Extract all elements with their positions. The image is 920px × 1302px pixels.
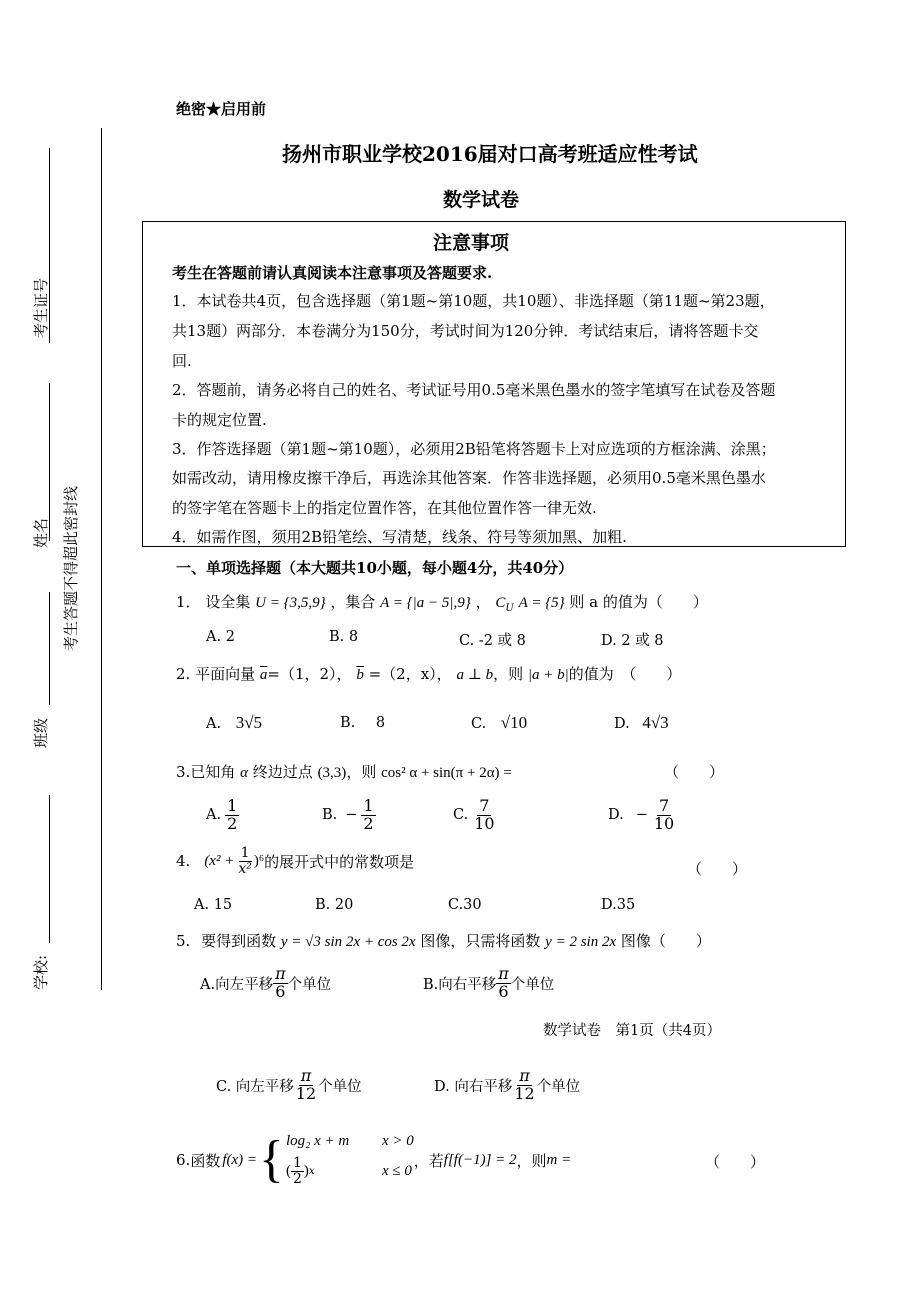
exam-id-label: 考生证号 (32, 277, 50, 338)
q3-option-a (206, 798, 239, 833)
option-unit: 个单位 (318, 1078, 362, 1095)
q1-set-u: U = {3,5,9} (255, 595, 326, 611)
option-label: D. (608, 807, 624, 824)
question-4 (176, 846, 414, 876)
q6-case-1 (286, 1133, 414, 1150)
secret-label: 绝密★启用前 (176, 100, 267, 118)
option-label: B. (322, 807, 338, 824)
q5-text: 要得到函数 (201, 932, 277, 950)
q1-option-a: A. 2 (206, 629, 235, 645)
q1-complement: C (495, 595, 506, 611)
q4-option-c: C.30 (448, 897, 482, 913)
fraction-numerator: π (498, 964, 509, 983)
option-unit: 个单位 (536, 1078, 581, 1095)
notice-line: 2．答题前，请务必将自己的姓名、考试证号用0.5毫米黑色墨水的签字笔填写在试卷及答题 (172, 381, 776, 399)
q3-answer-paren: （ ） (664, 763, 725, 781)
q4-option-d: D.35 (601, 897, 636, 913)
fraction-numerator: π (275, 964, 286, 983)
q4-fraction (236, 846, 254, 876)
binding-line-left-4 (49, 795, 50, 943)
fraction-numerator: π (519, 1066, 530, 1085)
q2-option-d (614, 713, 669, 733)
question-6 (176, 1125, 571, 1195)
option-sign: − (345, 807, 358, 824)
fraction-denominator: 10 (653, 813, 675, 833)
option-label: D. (614, 716, 630, 732)
q2-option-a (206, 713, 262, 733)
option-label: B. (340, 715, 356, 731)
question-number: 6. (176, 1151, 191, 1169)
fraction-denominator: 12 (514, 1083, 535, 1103)
q4-expression: (x² + (204, 852, 235, 869)
q3-option-d (608, 798, 676, 833)
question-2 (176, 663, 681, 684)
option-value: √10 (500, 713, 528, 732)
fraction-numerator: 7 (658, 796, 670, 815)
q6-paren-close: ) (303, 1163, 309, 1179)
notice-line: 共13题）两部分．本卷满分为150分，考试时间为120分钟．考试结束后，请将答题卡交 (172, 322, 759, 340)
option-label: B.向右平移 (423, 976, 497, 993)
option-label: A. (206, 807, 222, 824)
fraction-denominator: 10 (474, 813, 495, 833)
q2-text: =（1，2）， (267, 665, 352, 683)
q6-exponent: x (308, 1166, 315, 1177)
q1-set-a: A = {|a − 5|,9} (380, 595, 471, 611)
q5-option-b (423, 966, 554, 1001)
question-number: 1． (176, 593, 201, 611)
q3-option-b-fraction (361, 798, 375, 833)
q6-fraction (291, 1156, 304, 1186)
q3-text: 已知角 (190, 763, 236, 781)
q3-option-c-fraction (472, 798, 496, 833)
q5-expression-1: y = √3 sin 2x + cos 2x (280, 934, 416, 950)
q1-text: 则 a 的值为（ ） (569, 593, 708, 611)
q6-text: ，则 (516, 1151, 547, 1170)
q6-text: ，若 (413, 1151, 444, 1170)
question-number: 5. (176, 932, 191, 950)
q6-brace: { (259, 1131, 284, 1188)
q2-abs: |a + b| (527, 667, 569, 683)
seal-line (101, 128, 102, 990)
q6-case-2 (286, 1156, 414, 1186)
q6-paren-open: ( (285, 1163, 291, 1179)
fraction-numerator: 7 (479, 796, 490, 815)
q2-vector-a: $\overline{a}$ (259, 667, 268, 683)
name-label: 姓名 (32, 517, 50, 548)
q6-text: 函数 (190, 1151, 221, 1170)
q5-text: 图像，只需将函数 (420, 932, 541, 950)
q5-option-d (434, 1068, 580, 1103)
question-number: 4. (176, 852, 191, 871)
q3-alpha: α (240, 765, 248, 781)
q5-option-a-fraction (273, 966, 288, 1001)
notice-line: 如需改动，请用橡皮擦干净后，再选涂其他答案．作答非选择题，必须用0.5毫米黑色墨水 (172, 469, 766, 487)
q5-option-b-fraction (496, 966, 511, 1001)
q6-case-2-cond: x ≤ 0 (381, 1163, 412, 1179)
q3-expression: cos² α + sin(π + 2α) = (381, 765, 512, 781)
q6-case-1-cond: x > 0 (381, 1133, 414, 1150)
q2-text: 的值为 （ ） (568, 665, 682, 683)
q4-expression-exp: )⁶ (253, 852, 265, 869)
exam-title: 扬州市职业学校2016届对口高考班适应性考试 (282, 142, 698, 166)
fraction-numerator: 1 (240, 845, 250, 861)
option-label: C. (471, 716, 487, 732)
q1-text: ，集合 (330, 593, 376, 611)
option-value: 4√3 (642, 713, 669, 732)
q3-option-b (322, 798, 376, 833)
notice-line: 3．作答选择题（第1题~第10题），必须用2B铅笔将答题卡上对应选项的方框涂满、涂黑； (172, 440, 776, 458)
option-unit: 个单位 (510, 976, 555, 993)
q2-text: =（2，x）， (368, 665, 452, 683)
question-3 (176, 761, 512, 782)
exam-subtitle: 数学试卷 (443, 189, 520, 211)
q2-option-c (471, 713, 527, 733)
option-label: A.向左平移 (200, 976, 274, 993)
notice-line: 回. (172, 352, 192, 370)
q1-text: 设全集 (205, 593, 251, 611)
fraction-denominator: 2 (292, 1171, 302, 1187)
q3-option-c (453, 798, 497, 833)
q3-point: (3,3) (317, 765, 347, 781)
q3-text: ，则 (346, 763, 377, 781)
q1-text: ， (475, 593, 491, 611)
q5-option-c-fraction (294, 1068, 318, 1103)
q1-option-d: D. 2 或 8 (601, 633, 664, 649)
fraction-denominator: 6 (275, 981, 286, 1001)
option-label: A. (206, 716, 222, 732)
q1-complement-sub: U (505, 603, 514, 614)
q2-option-b (340, 715, 385, 731)
fraction-denominator: 2 (227, 813, 238, 833)
q5-text: 图像（ ） (620, 932, 711, 950)
q1-option-b: B. 8 (329, 629, 359, 645)
q6-m: m = (546, 1151, 572, 1168)
question-5 (176, 930, 711, 951)
q4-answer-paren: （ ） (687, 860, 748, 878)
q6-function: f(x) = (222, 1151, 258, 1168)
q6-cases (286, 1133, 414, 1186)
q3-text: 终边过点 (252, 763, 313, 781)
notice-title: 注意事项 (433, 232, 510, 254)
notice-line: 的签字笔在答题卡上的指定位置作答，在其他位置作答一律无效. (172, 499, 597, 517)
fraction-numerator: 1 (227, 796, 238, 815)
option-value: 3√5 (235, 713, 263, 732)
q6-answer-paren: （ ） (705, 1153, 766, 1171)
notice-line: 1．本试卷共4页，包含选择题（第1题~第10题，共10题）、非选择题（第11题~第23题， (172, 292, 775, 310)
class-label: 班级 (32, 717, 50, 748)
q2-text: ，则 (493, 665, 524, 683)
notice-line: 4．如需作图，须用2B铅笔绘、写清楚，线条、符号等须加黑、加粗. (172, 528, 627, 546)
question-number: 3. (176, 763, 191, 781)
q4-option-a: A. 15 (194, 897, 233, 913)
q2-vector-b: $\overline{b}$ (356, 667, 364, 683)
option-label: D. 向右平移 (434, 1078, 513, 1095)
fraction-denominator: 2 (363, 813, 374, 833)
option-value: 8 (375, 715, 386, 731)
q6-case-1-expr: log₂ x + m (285, 1133, 350, 1150)
fraction-numerator: 1 (292, 1155, 302, 1172)
fraction-denominator: 12 (295, 1083, 317, 1103)
binding-line-left-3 (49, 592, 50, 705)
seal-note: 考生答题不得超此密封线 (62, 485, 80, 651)
page-footer: 数学试卷 第1页（共4页） (543, 1023, 721, 1039)
q3-option-d-fraction (652, 798, 676, 833)
fraction-numerator: π (300, 1066, 312, 1085)
fraction-denominator: x² (238, 860, 252, 877)
option-label: C. (453, 807, 469, 824)
notice-line: 卡的规定位置. (172, 411, 267, 429)
q4-option-b: B. 20 (315, 897, 354, 913)
option-label: C. 向左平移 (216, 1078, 294, 1095)
option-unit: 个单位 (287, 976, 332, 993)
q2-text: 平面向量 (195, 665, 256, 683)
section-heading: 一、单项选择题（本大题共10小题，每小题4分，共40分） (176, 559, 574, 577)
q5-option-d-fraction (512, 1068, 536, 1103)
q4-text: 的展开式中的常数项是 (264, 852, 415, 871)
question-1 (176, 591, 708, 614)
q6-condition: f[f(−1)] = 2 (443, 1151, 517, 1168)
school-label: 学校: (32, 954, 50, 990)
q3-option-a-fraction (225, 798, 239, 833)
q5-expression-2: y = 2 sin 2x (545, 934, 617, 950)
q5-option-a (200, 966, 331, 1001)
q1-option-c: C. -2 或 8 (459, 633, 526, 649)
fraction-denominator: 6 (498, 981, 509, 1001)
q6-case-2-expr (286, 1156, 382, 1186)
q1-complement-rest: A = {5} (518, 595, 565, 611)
fraction-numerator: 1 (363, 796, 374, 815)
option-sign: − (635, 807, 648, 824)
question-number: 2. (176, 665, 191, 683)
q5-option-c (216, 1068, 362, 1103)
q2-perp: a ⊥ b (456, 667, 494, 683)
notice-intro: 考生在答题前请认真阅读本注意事项及答题要求. (172, 264, 493, 282)
